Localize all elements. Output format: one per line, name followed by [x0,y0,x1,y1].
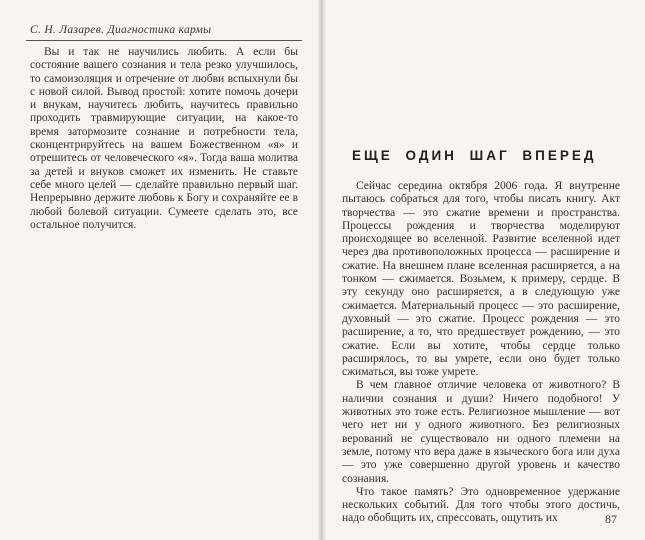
paragraph: В чем главное отличие человека от животного? В наличии сознания и души? Ничего подобного! У животных это тоже есть. Религиозное мышление — вот чего нет ни у одного животного. Без религиозных верований не существовало ни одного племени на земле, потому что вера даже в языческого бога или духа — это уже совершенно другой уровень и качество сознания. [342,379,620,485]
header-rule [26,40,302,41]
paragraph: Что такое память? Это одновременное удержание нескольких событий. Для того чтобы этого достичь, надо обобщить их, спрессовать, ощутить их [342,485,620,525]
paragraph: Вы и так не научились любить. А если бы состояние вашего сознания и тела резко улучшилось, то самоизоляция и отречение от любви вспыхнули бы с новой силой. Вывод простой: хотите помочь дочери и внукам, научитесь любить, научитесь правильно проходить травмирующие ситуации, на какое-то время затормозите сознание и потребности тела, сконцентрируйтесь на вашем Божественном «я» и отрешитесь от человеческого «я». Тогда ваша молитва за детей и внуков сможет их изменить. Не ставьте себе много целей — сделайте правильно первый шаг. Непрерывно держите любовь к Богу и сохраняйте ее в любой болевой ситуации. Сумеете сделать это, все остальное получится. [30,46,298,231]
left-page [0,0,322,540]
chapter-title: ЕЩЕ ОДИН ШАГ ВПЕРЕД [352,148,597,163]
left-body-text [30,46,298,232]
page-number: 87 [605,512,617,526]
running-head: С. Н. Лазарев. Диагностика кармы [30,24,212,36]
paragraph: Сейчас середина октября 2006 года. Я внутренне пытаюсь собраться для того, чтобы писать книгу. Акт творчества — это сжатие времени и пространства. Процессы рождения и творчества моделируют происходящее во вселенной. Развитие вселенной идет через два противоположных процесса — расширение и сжатие. На внешнем плане вселенная расширяется, а на тонком — сжимается. Возьмем, к примеру, сердце. В эту секунду оно расширяется, а в следующую уже сжимается. Материальный процесс — это расширение, духовный — это сжатие. Процесс рождения — это расширение, а то, что предшествует рождению, — это сжатие. Если вы хотите, чтобы сердце только расширялось, то вы умрете, если оно будет только сжиматься, вы тоже умрете. [342,180,620,379]
book-gutter [318,0,326,540]
right-page [322,0,645,540]
right-body-text [342,180,620,526]
